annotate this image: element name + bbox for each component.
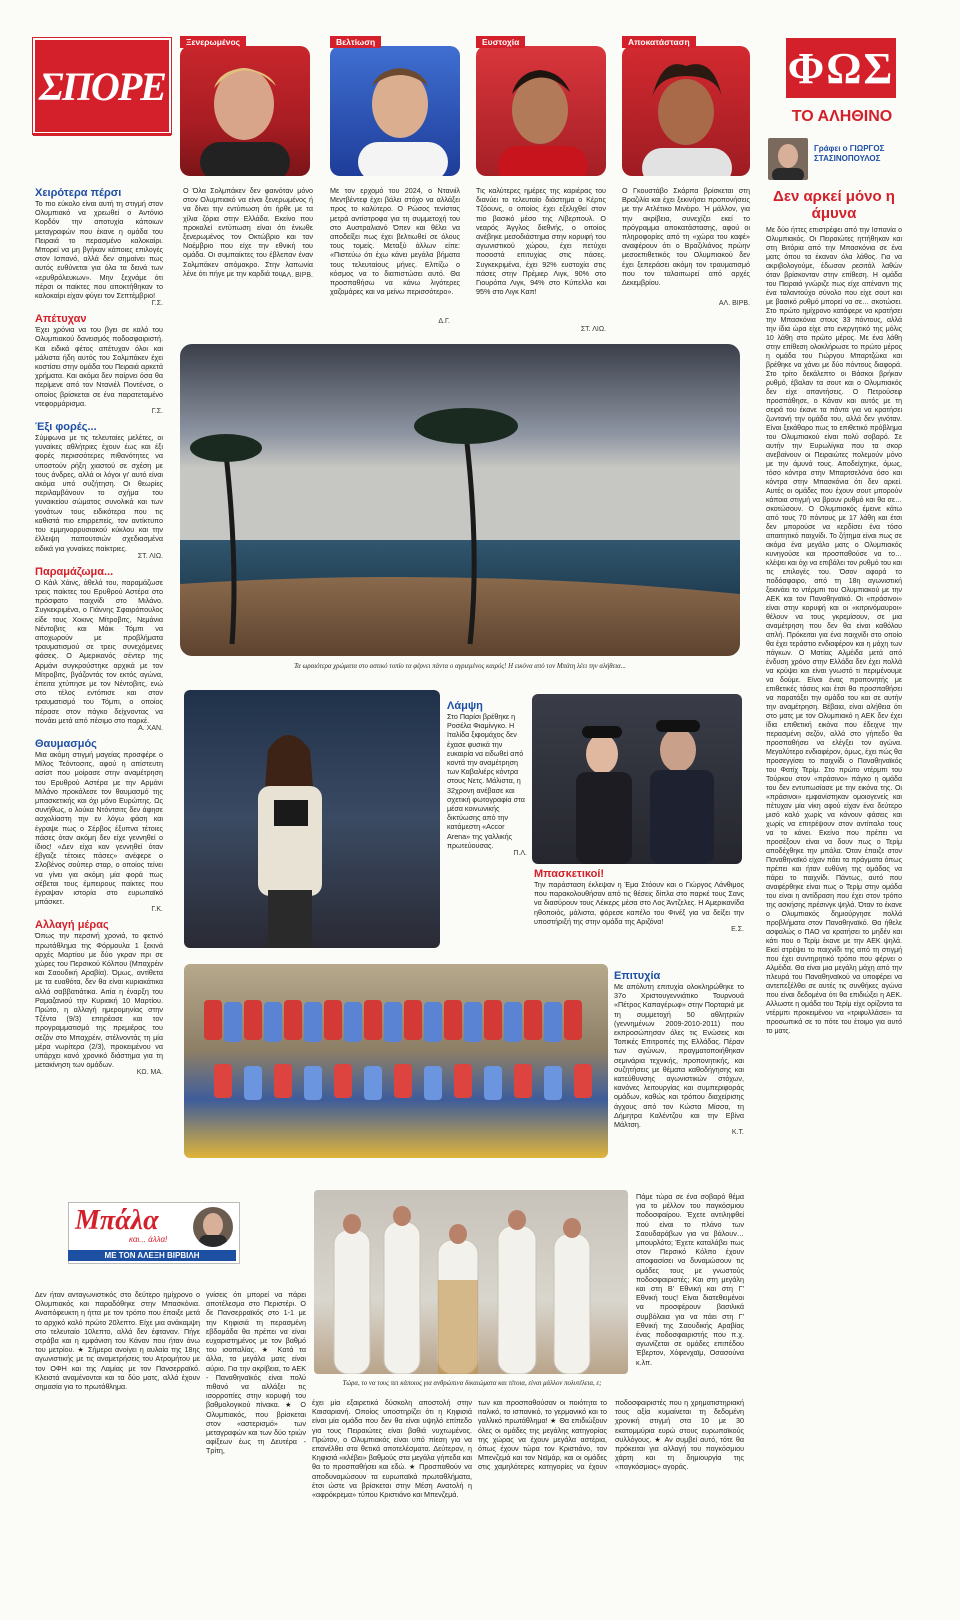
mpala-col-1: Δεν ήταν ανταγωνιστικός στο δεύτερο ημίχρονο ο Ολυμπιακός και παραδόθηκε στην Μπασκόνια. Αναπόφευκτη η ήττα με τον τρόπο που έπαιξε μετά το αρχικό καλό πρώτο 20λεπτο. Είχε μια ανάκαμψη στο τελευταίο 10λεπτο, αλλά δεν έφταναν. Πήγε στράβα και η εμφάνιση του Κάναν που ήταν άνω του μετρίου. ★ Σήμερα ανοίγει η αυλαία της 18ης αγωνιστικής με τις αναμετρήσεις του Ατρομήτου με τον ΟΦΗ και της Λαμίας με τον Πανσερραϊκό. Κλειστά αναμένονται και τα δύο ματς, αλλά έχουν σημασία για το πρωτάθλημα. [35,1290,200,1392]
lampsi-block [447,700,527,857]
sport-logo [33,38,171,134]
left-heading-2: Απέτυχαν [35,313,87,326]
epitychia-text: Με απόλυτη επιτυχία ολοκληρώθηκε το 37ο Χριστουγεννιάτικο Τουρνουά «Πέτρος Καπαγέρωφ» στην Πορταριά με τη συμμετοχή 50 αθλητριών (γεννημένων 2009-2010-2011) που εκπροσώπησαν όλες τις Ενώσεις και Τοπικές Επιτροπές της Ελλάδας. Πέραν των αγώνων, πραγματοποιήθηκαν σεμινάρια τεχνικής, προπονητικής, και συζητήσεις με θέματα καθοδήγησης και κατεύθυνσης αγωνιστικών στόχων, κανόνες λειτουργίας και συμπεριφοράς ομάδων, καθώς και τρόπου διαχείρισης άγχους από τον Κώστα Μίσσα, τη Δήμητρα Καλέντζου και την Εβίνα Μάλτση. [614,982,744,1130]
left-sig-2: Γ.Σ. [151,408,163,416]
mpala-byline: ΜΕ ΤΟΝ ΑΛΕΞΗ ΒΙΡΒΙΛΗ [68,1250,236,1261]
lampsi-photo [184,690,440,948]
mpala-logo: Μπάλα [75,1205,159,1236]
right-heading: Δεν αρκεί μόνο η άμυνα [773,188,895,222]
sport-logo-underline [33,133,171,136]
fos-subtitle: ΤΟ ΑΛΗΘΙΝΟ [791,108,893,125]
columnist-label: Γράφει ο ΓΙΩΡΓΟΣ ΣΤΑΣΙΝΟΠΟΥΛΟΣ [814,144,885,163]
top-sig-4: ΑΛ. ΒΙΡΒ. [718,300,750,307]
left-heading-4: Παραμάζωμα... [35,565,114,578]
left-text-2: Έχει χρόνια να του βγει σε καλό του Ολυμπιακού δανεισμός ποδοσφαιριστή. Και ειδικά φέτος απέτυχαν όλοι και μάλιστα ήδη αυτός του Σολμπάκεν έχει κοστίσει στην ομάδα του Πειραιά αρκετά χρήματα. Και ακόμα δεν παίρνει όσα θα περίμενε από τον Ντανιέλ Ποντένσε, ο οποίος βρίσκεται σε ένα παρατεταμένο ντεφορμάρισμα. [35,325,163,408]
tag-label-2: Βελτίωση [330,36,381,48]
tag-label-4: Αποκατάσταση [622,36,696,48]
lampsi-heading: Λάμψη [447,700,483,712]
fos-logo-text: ΦΩΣ [787,43,895,93]
left-text-3: Σύμφωνα με τις τελευταίες μελέτες, οι γυναίκες αθλήτριες έχουν έως και έξι φορές περισσότερες πιθανότητες να υποστούν ρήξη χιαστού σε σχέση με τους άνδρες, αλλά οι λόγοι γι' αυτό είναι ακόμα υπό συζήτηση. Οι θεωρίες περιλαμβάνουν το σχήμα του γυναικείου σώματος συνολικά και των γονάτων τους ειδικότερα που τις καθιστά πιο επιρρεπείς, τον αντίκτυπο του εμμηνορρυσιακού κύκλου και την έλλειψη παπουτσιών σχεδιασμένα ειδικά για γυναίκες παίκτριες. [35,433,163,553]
left-heading-3: Έξι φορές... [35,421,97,434]
left-text-5: Μια ακόμη στιγμή μαγείας προσφέρε ο Μίλος Τεόντοσιτς, αφού η απίστευτη ασίστ που μοίρασε στην αναμέτρηση του Ερυθρού Αστέρα με την Αρμάνι Μιλάνο προκάλεσε τον θαυμασμό της μπασκετικής και όχι μόνο Ευρώπης. Ως συνήθως, ο λούκα Ντόντσιτς δεν άφησε ασχολίαστη την εν λόγω φάση και έγραψε πως ο Σέρβος έξυπνα τέτοιες πάσες όταν ακόμη δεν είχε γεννηθεί ο ίδιος! «Δεν είχα καν γεννηθεί όταν έβγαζε τέτοιες πάσες» ανέφερε ο Σλοβένος σούπερ σταρ, ο οποίος τείνει να γίνει για ακόμη μία φορά πως σέβεται τους έμπειρους παίκτες που έγραψαν ιστορία στο ευρωπαϊκό μπάσκετ. [35,749,163,907]
top-sig-2: Δ.Γ. [438,318,450,325]
beach-caption: Τα ωραιότερα χρώματα στο αστικό τοπίο τα φέρνει πάντα ο αγριεμένος καιρός! Η εικόνα από τον Μπάτη λέει την αλήθεια... [294,663,626,670]
photo-card-jones [476,36,606,176]
lampsi-text: Στο Παρίσι βρέθηκε η Ροσέλα Φιαμίνγκο. Η Ιταλίδα ξιφομάχος δεν έχασε φυσικά την ευκαιρία να ειδωθεί από κοντά την αναμέτρηση των Καβαλιέρς κόντρα στους Νετς. Μάλιστα, η 32χρονη ανέβασε και σχετική φωτογραφία στα μέσα κοινωνικής δικτύωσης από την κατάμεστη «Accor Arena» της γαλλικής πρωτεύουσας. [447,712,525,850]
basket-text: Την παράσταση έκλεψαν η Έμα Στόουν και ο Γιώργος Λάνθιμος που παρακολουθήσαν από τις θέσεις δίπλα στο παρκέ τους Σανς να διασύρουν τους Λέικερς μέσα στο Λος Άντζελες. Η Αμερικανίδα ηθοποιός, μάλιστα, φόρεσε καπέλο του Φινέξ για να δείξει την υποστήριξή της στην ομάδα της Αριζόνα! [534,880,744,926]
mpala-col-2: γνίσεις ότι μπορεί να πάρει αποτέλεσμα στο Περιστέρι. Ο δε Πανσερραϊκός στο 1-1 με την Κηφισιά τη περασμένη εβδομάδα θα πρέπει να είναι ευχαριστημένος με τον βαθμό του ισοπαλίας. ★ Κατά τα άλλα, τα μεγάλα ματς είναι αύριο. Για την ακρίβεια, το ΑΕΚ - Παναθηναϊκός είναι πολύ πιθανό να αλλάξει τις ισορροπίες στην κορυφή του βαθμολογικού πίνακα. ★ Ο Ολυμπιακός, που βρίσκεται στον «αστερισμό» των μεταγραφών και των δύο τριών αφίξεων έως τη Δευτέρα - Τρίτη, [206,1290,306,1456]
top-text-3: Τις καλύτερες ημέρες της καριέρας του διανύει το τελευταίο διάστημα ο Κέρτις Τζόουνς, ο οποίος έχει εξελιχθεί στον πιο βασικό μέσο της Λίβερπουλ. Ο νεαρός Άγγλος διεθνής, ο οποίος ανέβηκε μεσοδιάστημα στην κορυφή του αγωνιστικού χώρου, έχει πετύχει ποσοστά επιτυχίας στις πάσες. Συγκεκριμένα, έχει 92% ευστοχία στις πάσες στην Πρέμιερ Λιγκ, 90% στο Γιουρόπα Λιγκ, 94% στο Κύπελλο και 95% στο Λιγκ Καπ! [476,186,606,297]
team-photo [184,964,608,1158]
left-sig-4: Α. ΧΑΝ. [138,724,163,732]
left-heading-1: Χειρότερα πέρσι [35,187,122,199]
photo-jones [476,46,606,176]
top-text-1: Ο Όλα Σολμπάκεν δεν φαινόταν μόνο στον Ολυμπιακό να είναι ξενερωμένος ή να δίνει την εντύπωση ότι ήρθε με τα χίλια ζόρια στην Ελλάδα. Εκείνο που προκαλεί εντύπωση είναι ότι ένιωθε ξενερωμένος τον Οκτώβριο και τον Νοέμβριο που είχε την εθνική του ομάδα. Οι συμπαίκτες του έβλεπαν έναν Σολμπάκεν απόμακρο. Στην λαπωνία λένε ότι πήγε με την καρδιά του. [183,186,313,278]
left-text-1: Το πιο εύκολο είναι αυτή τη στιγμή στον Ολυμπιακό να χρεωθεί ο Αντόνιο Κορδόν την αποτυχία κάποιων μεταγραφών που έκανε η ομάδα του Πειραιά το περασμένο καλοκαίρι. Μπορεί να μη βγήκαν κάποιες επιλογές στον Ισπανό, αλλά δεν σημαίνει πως αυτός ευθύνεται για όλα τα δεινά των «ερυθρόλευκων». Μην ξεχνάμε ότι πέρσι οι παίκτες που αποκτήθηκαν το καλοκαίρι είχαν φύγει τον Σεπτέμβριο! [35,199,163,301]
left-text-4: Ο Κάιλ Χάινς, άθελά του, παραμάζωσε τρεις παίκτες του Ερυθρού Αστέρα στο πρόσφατο παιχνίδι στο Μιλάνο. Συγκεκριμένα, ο Γιάννης Σφαιρόπουλος είδε τους Χοκινς Μίτροβιτς, Νεμάνια Νέντοβιτς και Μάικ Τόμπι να αποχωρούν με προβλήματα τραυματισμού σε τρεις συνεχόμενες φάσεις. Ο Αμερικανός σέντερ της Αρμάνι συγκρούστηκε αρχικά με τον Μίτροβιτς, βγάζοντάς τον εκτός αγώνα, έπειτα χτύπησε με τον Νέντοβιτς, ενώ στο τέλος εντόπισε και στον τραυματισμό του Τόμπι, ο οποίος πέρασε στον πάγκο δείχνοντας να πονάει μετά από πέσιμο στο παρκέ. [35,577,163,725]
top-sig-1: ΑΛ. ΒΙΡΒ. [281,272,313,279]
basket-block [534,868,744,933]
basket-sig: Ε.Σ. [731,926,744,934]
epitychia-heading: Επιτυχία [614,970,661,982]
photo-card-scarpa [622,36,750,176]
mpala-photo-caption: Τώρα, το να τους πει κάποιος για ανθρώπινα δικαιώματα και τέτοια, είναι μάλλον πολυτέλεια, ε; [342,1380,602,1387]
photo-scarpa [622,46,750,176]
mpala-col-5: των και προσπαθούσαν οι ποιότητα το ιταλικό, το ισπανικό, το γερμανικό και το γαλλικό πρωτάθλημα! ★ Θα επιδιώξουν όλες οι ομάδες της μεγάλης κατηγορίας της χώρας να έχουν μεγάλα αστέρια, όπως έχουν τώρα τον Κριστιάνο, τον Μπενζεμά και τον Νεϊμάρ, και οι ομάδες στις χαμηλότερες κατηγορίες να έχουν ποδοσφαιριστές που η χρηματιστηριακή τους αξία κυμαίνεται τη δεδομένη χρονική στιγμή στα 10 με 30 εκατομμύρια ευρώ στους ευρωπαϊκούς συλλόγους. ★ Αν συμβεί αυτό, τότε θα πρόκειται για αλλαγή του παγκόσμιου χάρτη και τη δημιουργία της «παγκόσμιας» αγοράς. [478,1398,744,1472]
basket-photo [532,694,742,864]
left-text-6: Όπως την περσινή χρονιά, το φετινό πρωτάθλημα της Φόρμουλα 1 ξεκινά αρχές Μαρτίου με δύο γκραν πρι σε χώρες του Περσικού Κόλπου (Μπαχρέιν και Σαουδική Αραβία). Όμως, αντίθετα με τα ευαθότα, δεν θα είναι κυριακάτικα αλλά σαββατιάτικα. Αιτία η έναρξη του Ραμαζανιού την Κυριακή 10 Μαρτίου. Πρώτο, η αλλαγή ημερομηνίας στην Τζέντα (9/3) επηρέασε και τον προγραμματισμό της πρεμιέρας του σεζόν στο Μπαχρέιν, στέλνοντάς τη μία μέρα νωρίτερα (2/3), προκειμένου να υπάρχει κανό χρονικό διάστημα για τη μετακίνηση των ομάδων. [35,931,163,1070]
tag-label-1: Ξενερωμένος [180,36,246,48]
tag-label-3: Ευστοχία [476,36,525,48]
photo-card-solbakken [180,36,310,176]
right-column [766,188,902,1236]
beach-photo [180,344,740,656]
photo-solbakken [180,46,310,176]
left-sig-3: ΣΤ. ΛΙΩ. [137,552,163,560]
top-text-4: Ο Γκουστάβο Σκάρπα βρίσκεται στη Βραζιλία και έχει ξεκινήσει προπονήσεις με την Ατλέτικο Μινέιρο. Ή μάλλον, για την ακρίβεια, συνεχίζει εκεί το πρόγραμμα αποκατάστασης, αφού οι πληροφορίες από τη «χώρα του καφέ» αναφέρουν ότι ο Βραζιλιάνος πρώην μεσοεπιθετικός του Ολυμπιακού δεν έχει ξεπεράσει ακόμη τον τραυματισμό που τον ταλαιπωρεί από αρχές Δεκεμβρίου. [622,186,750,288]
mpala-col-3: έχει μία εξαιρετικά δύσκολη αποστολή στην Καισαριανή. Οποίος υποστηρίζει ότι η Κηφισιά είναι μία ομάδα που δεν θα είναι υψηλό επίπεδο για τους Πειραιώτες είναι βαθιά νυχτωμένος. Πρώτον, ο Ολυμπιακός είναι υπό πίεση για να επανέλθει στα θετικά αποτελέσματα. Δεύτερον, η Κηφισιά «κλέβει» βαθμούς στα μεγάλα γήπεδα και θα το προσπαθήσει και εδώ. ★ Προσπαθούν να αποδυναμώσουν τα ευρωπαϊκά πρωταθλήματα, έτσι ώστε να βρίσκεται στην Μέση Ανατολή η «αφρόκρεμα» τύπου Κριστιάνο και Μπενζεμά. [312,1398,472,1500]
top-text-2: Με τον ερχομό του 2024, ο Ντανιίλ Μεντβέντεφ έχει βάλει στόχο να αλλάξει προς το καλύτερο. Ο Ρώσος τενίστας μετρά αντίστροφα για τη συμμετοχή του στο Αυστραλιανό Όπεν και θέλει να αποδείξει πως έχει βελτιωθεί σε όλους τους τομείς. Μεταξύ άλλων είπε: «Πιστεύω ότι έχω κάνει μεγάλα βήματα τους τελευταίους μήνες. Ελπίζω ο κόσμος να το διαπιστώσει αυτό. Θα προσπαθήσω να κάνω λιγότερες χαζομάρες και να μείνω περισσότερο». [330,186,460,297]
right-text: Με δύο ήττες επιστρέφει από την Ισπανία ο Ολυμπιακός. Οι Πειραιώτες ηττήθηκαν και στη Βιτόρια από την Μπασκόνια σε ένα ματς όπου τα έκαναν όλα λάθος. Για να ακριβολογούμε, έδωσαν ρεσιτάλ λαθών όταν βρίσκονταν στην επίθεση. Η ομάδα του Πειραιά γνώριζε πως είχε απέναντι της ένα ταλαντούχο σύνολο που είχε σουτ και με βασικό ρυθμό μπορεί να σε… σκοτώσει. Στο πρώτο ημίχρονο κατάφερε να κρατήσει την Μπασκόνια στους 33 πόντους, αλλά την ίδια ώρα είχε στο ενεργητικό της μόλις 10 λάθη στο πρώτο μέρος. Με ένα λάθη στην επίθεση ολοκλήρωσε το πρώτο μέρος η ομάδα του Γιώργου Μπαρτζώκα και βρέθηκε να χάνει με δύο πόντους διαφορά. Στο τρίτο δεκάλεπτο οι Βάσκοι βρήκαν ρυθμό, έβαλαν τα σουτ και ο Ολυμπιακός δεν είχε απαντήσεις. Ο Πετρούσεφ προσπάθησε, ο Κάναν και αυτός με τη σειρά του έκανε τα πάντα για να κρατήσει ζωντανή την ομάδα του, αλλά δεν γινόταν. Είναι ξεκάθαρο πως το επιθετικό πρόβλημα του Ολυμπιακού είναι πολύ σοβαρό. Σε αυτήν την Ευρωλίγκα που τα σκορ ανεβαίνουν οι Πειραιώτες πολεμούν μόνο με την άμυνά τους. Αποδείχτηκε, όμως, τόσο κόντρα στην Μπαρτσελόνα όσο και κόντρα στην Μπασκόνια ότι δεν αρκεί. Αυτές οι ομάδες που έχουν σουτ μπορούν κάποια στιγμή να βρουν ρυθμό και θα σε… σκοτώσουν. Ο Ολυμπιακός έμεινε κάτω από τους 70 πόντους με 17 λάθη και έτσι δεν μπορούσε να κερδίσει ένα τόσο απαιτητικό παιχνίδι. Το ζήτημα είναι πως σε ακόμα ένα μεγάλο ματς ο Ολυμπιακός κυνηγούσε και προσπαθούσε να το… κλέψει και όχι να επιβάλει τον ρυθμό του και τις επιλογές του. Όσον αφορά το ποδόσφαιρο, από τη 18η αγωνιστική ξεκινάει το ντέρμπι του Ολυμπιακού με την ΑΕΚ και τον Παναθηναϊκό. Οι «πράσινοι» είναι στην κορυφή και οι «κιτρινόμαυροι» θέλουν να τους γκρεμίσουν, σε μια αναμέτρηση που δεν θα είναι καθόλου απλή. Πρόκειται για ένα παιχνίδι στο οποίο θα έχει τεράστιο ενδιαφέρον και η μάχη των πάγκων. Ο Ματίας Αλμέιδα μετά από ένδυση χρόνο στην Ελλάδα δεν έχει πολλά να κρύψει και είναι γνωστό τι περιμένουμε να δούμε. Είναι ένας προπονητής με επιθετικές τάσεις και έτσι θα προσπαθήσει να παρατάξει την ομάδα του και σε αυτήν την αναμέτρηση. Βέβαια, είναι αλήθεια ότι στο ματς με τον Ολυμπιακό η ΑΕΚ δεν έχει ίδια επιθετική εικόνα που έδειχνε την περασμένη σεζόν, αλλά στο γήπεδο θα προσπαθήσει να ελέγξει τον αγώνα. Μεγαλύτερο ενδιαφέρον, όμως, έχει πώς θα προσεγγίσει το παιχνίδι ο Παναθηναϊκός του Φατίχ Τερίμ. Στο πρώτο ντέρμπι του Τούρκου στον «πράσινο» πάγκο η ομάδα του δεν εντυπωσίασε με την εικόνα της. Οι «πράσινοι» εμφανίστηκαν ομοιογενείς και πέτυχαν μία νίκη αφού είχαν ένα δεύτερο μισό καλό χωρίς να κάνουν φάσεις και χωρίς να επιτρέψουν στον αντίπαλο τους να το κάνει. Εκείνο που πρέπει να προσέξουν είναι να δουν πως ο Τερίμ αποδέχθηκε την μπάλα. Όταν έπαιζε στον Παναθηναϊκό είχαν πάει τα πράγματα όπως πρέπει και ήταν ευθύνη της ομάδας να πάρει το παιχνίδι. Πάντως, αυτό που αναφέρθηκε είναι πως ο Τερίμ στην ομάδα του είναι η αντίδραση που έχει στον τρόπο της ασκήσης πρέσινγκ ψηλά. Όταν το έκανε ο Ολυμπιακός δημιούργησε πολλά προβλήματα στον Παναθηναϊκό. Θα ήθελε ασφαλώς ο ΠΑΟ να κρατήσει το μηδέν και κάτι που ο Τερίμ έκανε με την ΑΕΚ ψηλά. Εκεί στρέψει το παιχνίδι της από τη στιγμή που έχει συντηρητικό τρόπο που φέρνει ο Αλμέιδα. Θα είναι μια μεγάλη μάχη από την πλευρά του Παναθηναϊκού να υποφέρει να αντεπεξέλθει σε αυτές τις συνθήκες αγώνα που είναι δεδομένα ότι θα επιδιώξει η ΑΕΚ. Αλλωστε η ομάδα του Τερίμ είχε ορίζοντα τα ντέρμπι προκειμένου να «τριφυλλάσει» τα προσωπικά σε το πότε του έτοιμο για αυτό το ματς. [766,227,902,1035]
mpala-logo-sub: και... άλλα! [129,1235,168,1244]
left-sig-5: Γ.Κ. [151,906,163,914]
epitychia-sig: Κ.Τ. [731,1129,744,1137]
columnist-avatar [768,138,808,180]
left-heading-6: Αλλαγή μέρας [35,919,109,932]
left-sig-1: Γ.Σ. [151,300,163,308]
lampsi-sig: Π.Λ. [513,850,527,858]
top-sig-3: ΣΤ. ΛΙΩ. [580,326,606,333]
basket-heading: Μπασκετικοί! [534,868,605,880]
photo-medvedev [330,46,460,176]
left-column [35,187,163,1076]
epitychia-block [614,970,744,1136]
left-heading-5: Θαυμασμός [35,737,97,750]
sport-logo-text: ΣΠΟΡ [39,63,141,109]
mpala-photo [314,1190,628,1374]
mpala-col-4: Πάμε τώρα σε ένα σοβαρό θέμα για το μέλλον του παγκόσμιου ποδοσφαίρου. Έχετε αντιληφθεί πού είναι το πλάνο των Σαουδαράβων για να βάλουν… μπουρλότο; Έχετε καταλάβει πως στον Περσικό Κόλπο έχουν αποφασίσει να δυναμώσουν τις ομάδες τους με γνωστούς ποδοσφαιριστές; Και στη μεγάλη και στη Β' Εθνική και στη Γ' Εθνική τους! Είναι διατεθειμένοι να προσφέρουν βασιλικά συμβόλαια για να πάει στη Γ' Εθνική της Σαουδικής Αραβίας ένας ποδοσφαιριστής που π.χ. αγωνίζεται σε ομάδες επιπέδου Έβερτον, Χόφενχαϊμ, Οσασούνα κ.λπ. [636,1192,744,1367]
fos-logo [786,38,896,98]
photo-card-medvedev [330,36,460,176]
mpala-avatar [193,1207,233,1247]
left-sig-6: ΚΩ. ΜΑ. [136,1069,163,1077]
sport-logo-suffix: Ε [140,63,165,109]
